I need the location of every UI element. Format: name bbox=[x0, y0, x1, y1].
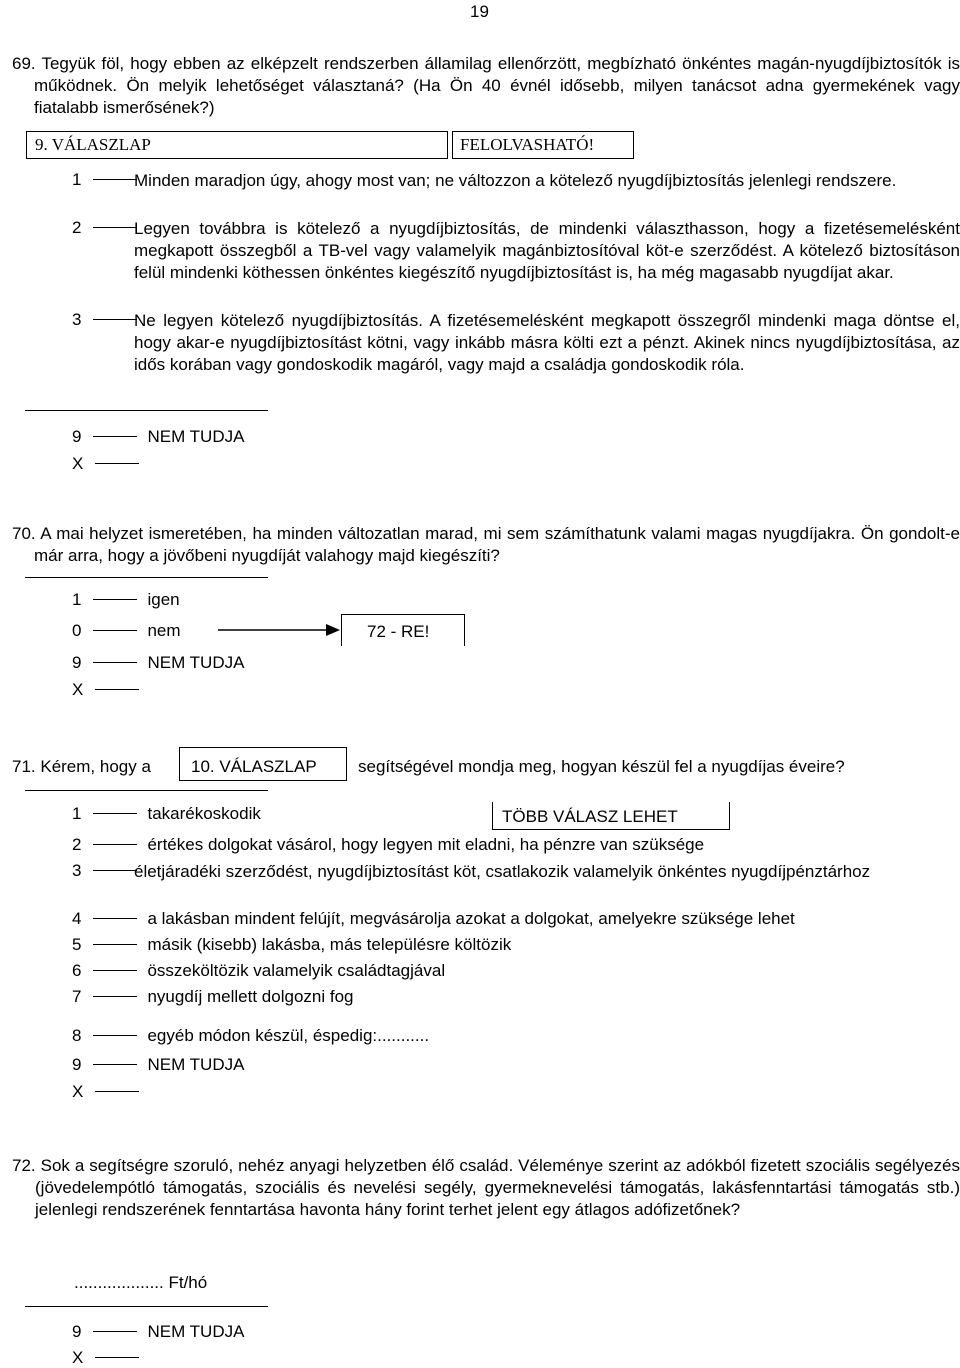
q71-option-4: 4 a lakásban mindent felújít, megvásárolja azokat a dolgokat, amelyekre szüksége lehet bbox=[72, 909, 795, 928]
q69-option-3-code: 3 bbox=[72, 310, 147, 330]
q71-option-5: 5 másik (kisebb) lakásba, más településre költözik bbox=[72, 935, 512, 954]
dash-line bbox=[93, 970, 137, 971]
read-out-box bbox=[452, 131, 634, 159]
q70-option-0: 0 nem bbox=[72, 621, 181, 640]
answer-card-9-label: 9. VÁLASZLAP bbox=[35, 135, 151, 154]
answer-card-10-box bbox=[179, 747, 347, 781]
q69-option-2-text: Legyen továbbra is kötelező a nyugdíjbiztosítás, de mindenki választhasson, hogy a fizetésemelésként megkapott összegből a TB-vel vagy valamelyik magánbiztosítóval köt-e szerződést. A kötelező biztosításon felül mindenki köthessen önkéntes kiegészítő nyugdíjbiztosítást is, ha még magasabb nyugdíjat akar. bbox=[134, 219, 960, 282]
q71-option-7: 7 nyugdíj mellett dolgozni fog bbox=[72, 987, 354, 1006]
dash-line bbox=[93, 918, 137, 919]
separator-rule bbox=[25, 410, 268, 411]
q71-option-6: 6 összeköltözik valamelyik családtagjával bbox=[72, 961, 446, 980]
dash-line bbox=[93, 870, 137, 871]
read-out-label: FELOLVASHATÓ! bbox=[460, 135, 595, 154]
question-70-text: 70. A mai helyzet ismeretében, ha minden változatlan marad, mi sem számíthatunk valami magas nyugdíjakra. Ön gondolt-e már arra, hogy a jövőbeni nyugdíját valahogy majd kiegészíti? bbox=[12, 524, 960, 565]
dash-line bbox=[95, 1091, 139, 1092]
dash-line bbox=[93, 662, 137, 663]
separator-rule bbox=[25, 790, 268, 791]
question-71-prefix: 71. Kérem, hogy a bbox=[12, 757, 151, 776]
dash-line bbox=[93, 944, 137, 945]
page-number: 19 bbox=[470, 2, 489, 21]
q70-option-x: X bbox=[72, 680, 149, 700]
answer-card-9-box bbox=[26, 131, 448, 159]
q70-option-9: 9 NEM TUDJA bbox=[72, 653, 245, 672]
question-69-text: 69. Tegyük föl, hogy ebben az elképzelt rendszerben államilag ellenőrzött, megbízható önkéntes magán-nyugdíjbiztosítók is működnek. Ön melyik lehetőséget választaná? (Ha Ön 40 évnél idősebb, milyen tanácsot adna gyermekének vagy fiatalabb ismerősének?) bbox=[12, 54, 960, 117]
q69-option-1-text: Minden maradjon úgy, ahogy most van; ne változzon a kötelező nyugdíjbiztosítás jelenlegi rendszere. bbox=[134, 171, 897, 190]
question-71-suffix: segítségével mondja meg, hogyan készül fel a nyugdíjas éveire? bbox=[358, 757, 845, 776]
q72-answer-field: ................... Ft/hó bbox=[74, 1273, 208, 1292]
q72-no-answer: X bbox=[72, 1348, 149, 1368]
separator-rule bbox=[25, 577, 268, 578]
dash-line bbox=[93, 436, 137, 437]
q71-option-3-code: 3 bbox=[72, 861, 147, 881]
dash-line bbox=[93, 1064, 137, 1065]
dash-line bbox=[93, 1035, 137, 1036]
multiple-answers-label: TÖBB VÁLASZ LEHET bbox=[502, 807, 678, 826]
dash-line bbox=[93, 599, 137, 600]
q69-option-2-code: 2 bbox=[72, 218, 147, 238]
dash-line bbox=[95, 689, 139, 690]
answer-card-10-label: 10. VÁLASZLAP bbox=[191, 757, 317, 776]
separator-rule bbox=[25, 1306, 268, 1307]
skip-arrow-icon bbox=[216, 623, 342, 637]
dash-line bbox=[95, 463, 139, 464]
dash-line bbox=[93, 1331, 137, 1332]
dash-line bbox=[95, 1357, 139, 1358]
dash-line bbox=[93, 813, 137, 814]
q70-option-1: 1 igen bbox=[72, 590, 180, 609]
q69-option-3-text: Ne legyen kötelező nyugdíjbiztosítás. A fizetésemelésként megkapott összegről mindenki maga döntse el, hogy akar-e nyugdíjbiztosítást kötni, vagy inkább másra költi ezt a pénzt. Akinek nincs nyugdíjbiztosítása, az idős korában vagy gondoskodik magáról, vagy majd a családja gondoskodik róla. bbox=[134, 311, 960, 374]
q69-no-answer: X bbox=[72, 454, 149, 474]
q72-dont-know: 9 NEM TUDJA bbox=[72, 1322, 245, 1341]
q71-option-9: 9 NEM TUDJA bbox=[72, 1055, 245, 1074]
dash-line bbox=[93, 996, 137, 997]
q71-option-x: X bbox=[72, 1082, 149, 1102]
dash-line bbox=[93, 630, 137, 631]
skip-instruction-label: 72 - RE! bbox=[367, 622, 430, 641]
q71-option-1: 1 takarékoskodik bbox=[72, 804, 261, 823]
dash-line bbox=[93, 844, 137, 845]
q69-option-1-code: 1 bbox=[72, 170, 147, 190]
q71-option-8: 8 egyéb módon készül, éspedig:........... bbox=[72, 1026, 430, 1045]
multiple-answers-box bbox=[492, 802, 730, 830]
question-72-text: 72. Sok a segítségre szoruló, nehéz anyagi helyzetben élő család. Véleménye szerint az adókból fizetett szociális segélyezés (jövedelempótló támogatás, szociális és nevelési segély, gyermeknevelési támogatás, lakásfenntartási támogatás stb.) jelenlegi rendszerének fenntartása havonta hány forint terhet jelent egy átlagos adófizetőnek? bbox=[12, 1156, 960, 1219]
q69-dont-know: 9 NEM TUDJA bbox=[72, 427, 245, 446]
q71-option-2: 2 értékes dolgokat vásárol, hogy legyen mit eladni, ha pénzre van szüksége bbox=[72, 835, 705, 854]
skip-instruction-box bbox=[341, 614, 465, 646]
dash-line bbox=[93, 319, 137, 320]
dash-line bbox=[93, 179, 137, 180]
dash-line bbox=[93, 227, 137, 228]
q71-option-3-text: életjáradéki szerződést, nyugdíjbiztosítást köt, csatlakozik valamelyik önkéntes nyugdíjpénztárhoz bbox=[134, 862, 871, 881]
